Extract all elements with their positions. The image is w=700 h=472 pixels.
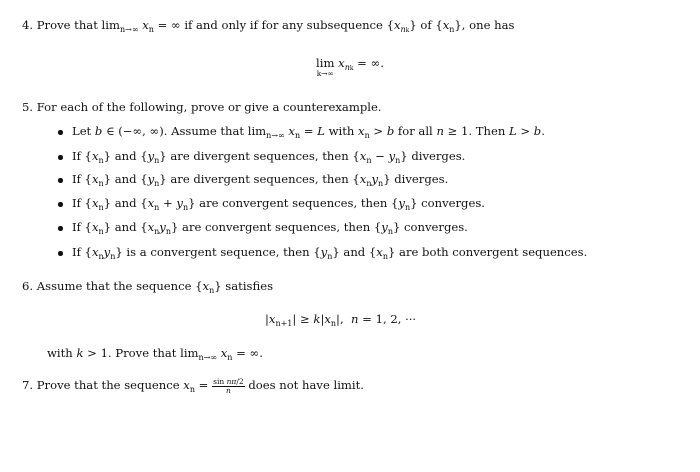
problem-6-after-text: with k > 1. Prove that $\lim_{n\to\infty} x_n$ = ∞. xyxy=(47,346,263,362)
bullet xyxy=(58,130,63,135)
bullet xyxy=(58,202,63,207)
problem-4-display-equation: lim k→∞ $x_{nk}$ = ∞. xyxy=(316,56,384,78)
problem-6-number: 6. xyxy=(22,279,34,293)
problem-5-item-6: If $\{x_ny_n\}$ is a convergent sequence, then $\{y_n\}$ and $\{x_n\}$ are both convergent sequences. xyxy=(72,245,588,261)
bullet xyxy=(58,251,63,256)
problem-4-number: 4. xyxy=(22,18,34,32)
problem-7-number: 7. xyxy=(22,378,34,392)
problem-5-number: 5. xyxy=(22,100,34,114)
bullet xyxy=(58,155,63,160)
problem-5-item-3: If $\{x_n\}$ and $\{y_n\}$ are divergent sequences, then $\{x_ny_n\}$ diverges. xyxy=(72,172,449,188)
bullet xyxy=(58,226,63,231)
sin-fraction: $\frac{\text{sin nπ/2}}{n}$ xyxy=(213,377,244,395)
problem-5-item-5: If $\{x_n\}$ and $\{x_ny_n\}$ are convergent sequences, then $\{y_n\}$ converges. xyxy=(72,220,468,236)
problem-5-text: For each of the following, prove or give a counterexample. xyxy=(36,100,382,114)
bullet xyxy=(58,178,63,183)
problem-5-item-2: If $\{x_n\}$ and $\{y_n\}$ are divergent sequences, then $\{x_n - y_n\}$ diverges. xyxy=(72,149,466,165)
problem-5-item-1: Let b ∈ (−∞, ∞). Assume that $\lim_{n\to\infty} x_n = L$ with $x_n > b$ for all n ≥ 1. Then L > b. xyxy=(72,124,545,140)
problem-5-item-4: If $\{x_n\}$ and $\{x_n + y_n\}$ are convergent sequences, then $\{y_n\}$ converges. xyxy=(72,196,485,212)
problem-5-statement xyxy=(22,100,382,114)
problem-4-statement: 4. Prove that $\lim_{n\to\infty} x_n$ = ∞ if and only if for any subsequence $\{x_{nk}\}$ of $\{x_n\}$, one has xyxy=(22,18,515,34)
problem-6-statement: 6. Assume that the sequence $\{x_n\}$ satisfies xyxy=(22,279,274,295)
problem-6-display-equation: $|x_{n+1}| \ge k|x_n|$, n = 1, 2, ··· xyxy=(265,312,417,328)
problem-7-statement: 7. Prove that the sequence $x_n$ = $\frac{\text{sin nπ/2}}{n}$ does not have limit. xyxy=(22,377,364,395)
